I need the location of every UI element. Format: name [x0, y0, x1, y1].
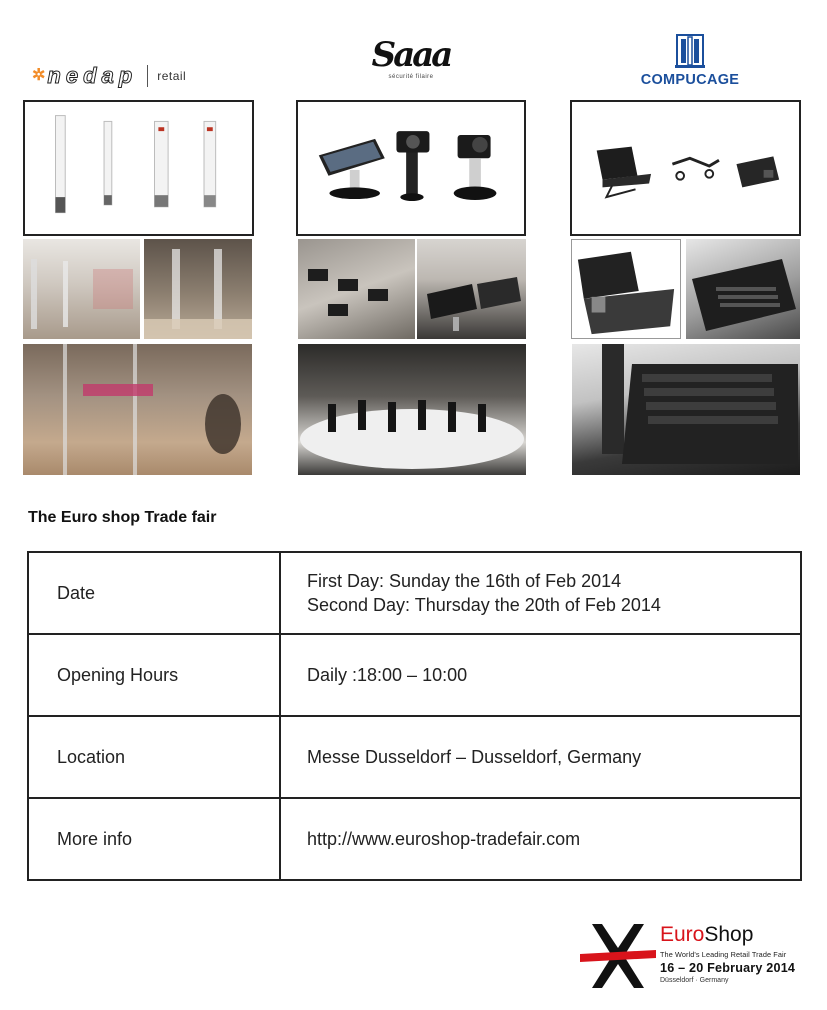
- table-row-location: [28, 716, 801, 798]
- tablet-display-photo: [298, 239, 415, 339]
- euroshop-place: Düsseldorf · Germany: [660, 977, 729, 984]
- euroshop-name-euro: Euro: [660, 923, 705, 946]
- nedap-logo: [32, 62, 186, 90]
- shop-entrance-photo: [144, 239, 252, 339]
- saaa-wordmark: Saaa: [371, 35, 451, 75]
- saaa-product-image: [296, 100, 526, 236]
- table-row-date: [28, 552, 801, 634]
- row-value-date: [280, 552, 801, 634]
- compucage-wordmark: COMPUCAGE: [640, 72, 740, 88]
- more-info-link[interactable]: http://www.euroshop-tradefair.com: [280, 798, 801, 880]
- nedap-divider: [147, 65, 148, 87]
- mall-gates-photo: [23, 344, 252, 475]
- compucage-emblem-icon: [675, 34, 705, 70]
- euroshop-dates: 16 – 20 February 2014: [660, 961, 796, 975]
- nedap-wordmark: nedap: [47, 63, 138, 88]
- row-value-hours: Daily :18:00 – 10:00: [280, 634, 801, 716]
- security-gates-illustration: [25, 102, 252, 234]
- phone-display-photo: [298, 344, 526, 475]
- second-day-text: Second Day: Thursday the 20th of Feb 2014: [307, 595, 661, 615]
- euroshop-cross-icon: [580, 920, 656, 992]
- nedap-product-image: [23, 100, 254, 236]
- tablet-camera-stands-illustration: [298, 102, 524, 234]
- table-row-hours: [28, 634, 801, 716]
- nedap-star-icon: ✲: [32, 67, 46, 84]
- euroshop-tagline: The World's Leading Retail Trade Fair: [660, 950, 787, 959]
- row-label-location: Location: [28, 716, 280, 798]
- compucage-logo: [620, 34, 760, 90]
- compucage-product-image: [570, 100, 801, 236]
- euroshop-name: [660, 924, 753, 945]
- row-label-more-info: More info: [28, 798, 280, 880]
- tablet-stand-photo: [417, 239, 526, 339]
- row-value-location: Messe Dusseldorf – Dusseldorf, Germany: [280, 716, 801, 798]
- row-label-date: Date: [28, 552, 280, 634]
- laptop-secured-photo: [572, 344, 800, 475]
- store-gates-photo: [23, 239, 140, 339]
- laptop-keyboard-photo: [686, 239, 800, 339]
- saaa-subtitle: sécurité filaire: [388, 74, 434, 80]
- row-label-hours: Opening Hours: [28, 634, 280, 716]
- info-table: [27, 551, 802, 881]
- saaa-logo: [366, 35, 456, 94]
- section-title: The Euro shop Trade fair: [28, 509, 217, 526]
- first-day-text: First Day: Sunday the 16th of Feb 2014: [307, 571, 622, 591]
- euroshop-logo: [580, 920, 810, 995]
- euroshop-name-shop: Shop: [704, 923, 754, 946]
- laptop-locks-illustration: [572, 102, 799, 234]
- nedap-subtitle: retail: [157, 69, 187, 83]
- table-row-more-info: [28, 798, 801, 880]
- laptop-lock-photo: [571, 239, 681, 339]
